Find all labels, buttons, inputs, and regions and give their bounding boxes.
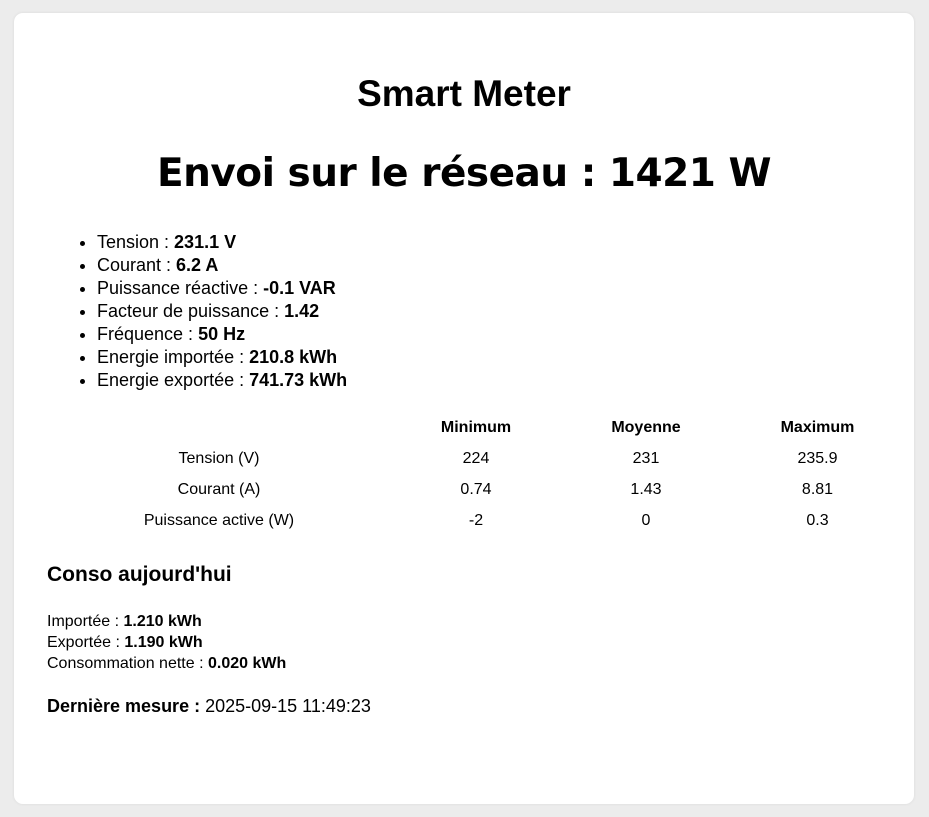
table-row [47,474,904,505]
today-title: Conso aujourd'hui [47,563,232,586]
stat-value: 231.1 V [174,232,237,252]
today-net-value: 0.020 kWh [207,655,287,672]
today-consumption [47,611,286,674]
stat-current [97,254,347,277]
stat-value: 210.8 kWh [249,347,338,367]
grid-export-value: 1421 W [608,151,772,196]
cell-max: 8.81 [801,480,834,498]
cell-min: 0.74 [460,480,492,498]
main-card [14,13,914,804]
row-label: Puissance active (W) [143,511,295,529]
stats-list [97,231,347,392]
today-imported [47,611,286,632]
cell-min: -2 [468,511,484,529]
stat-value: 741.73 kWh [249,370,348,390]
today-imported-label: Importée : [47,613,124,630]
stat-label: Energie exportée : [97,370,250,390]
cell-min: 224 [462,449,490,467]
stat-voltage [97,231,347,254]
cell-max: 0.3 [806,511,829,529]
stat-label: Courant : [97,255,177,275]
table-header-label [47,412,391,443]
stat-energy-exported [97,369,347,392]
table-row [47,443,904,474]
last-measure-value: 2025-09-15 11:49:23 [205,696,371,716]
stat-label: Energie importée : [97,347,250,367]
grid-export-label: Envoi sur le réseau : [156,151,609,196]
stat-label: Tension : [97,232,175,252]
cell-max: 235.9 [797,449,838,467]
stat-label: Puissance réactive : [97,278,264,298]
stat-label: Fréquence : [97,324,199,344]
last-measure [47,695,371,717]
row-label: Tension (V) [178,449,260,467]
stat-value: 1.42 [284,301,320,321]
today-exported-value: 1.190 kWh [124,634,203,651]
table-row [47,505,904,536]
table-header-avg: Moyenne [611,418,681,436]
cell-avg: 0 [641,511,651,529]
row-label: Courant (A) [177,480,261,498]
today-net-label: Consommation nette : [47,655,208,672]
table-header-max: Maximum [780,418,855,436]
min-avg-max-table [47,412,904,536]
stat-value: 50 Hz [198,324,246,344]
table-header-min: Minimum [440,418,512,436]
stat-value: -0.1 VAR [263,278,336,298]
stat-energy-imported [97,346,347,369]
page-title: Smart Meter [357,73,571,114]
today-net [47,653,286,674]
stat-frequency [97,323,347,346]
last-measure-label: Dernière mesure : [47,696,206,716]
cell-avg: 1.43 [630,480,662,498]
stat-power-factor [97,300,347,323]
today-exported [47,632,286,653]
table-header-row [47,412,904,443]
today-imported-value: 1.210 kWh [123,613,202,630]
stat-reactive-power [97,277,347,300]
stat-value: 6.2 A [176,255,219,275]
grid-export-heading [14,151,914,197]
today-exported-label: Exportée : [47,634,125,651]
stat-label: Facteur de puissance : [97,301,285,321]
cell-avg: 231 [632,449,660,467]
